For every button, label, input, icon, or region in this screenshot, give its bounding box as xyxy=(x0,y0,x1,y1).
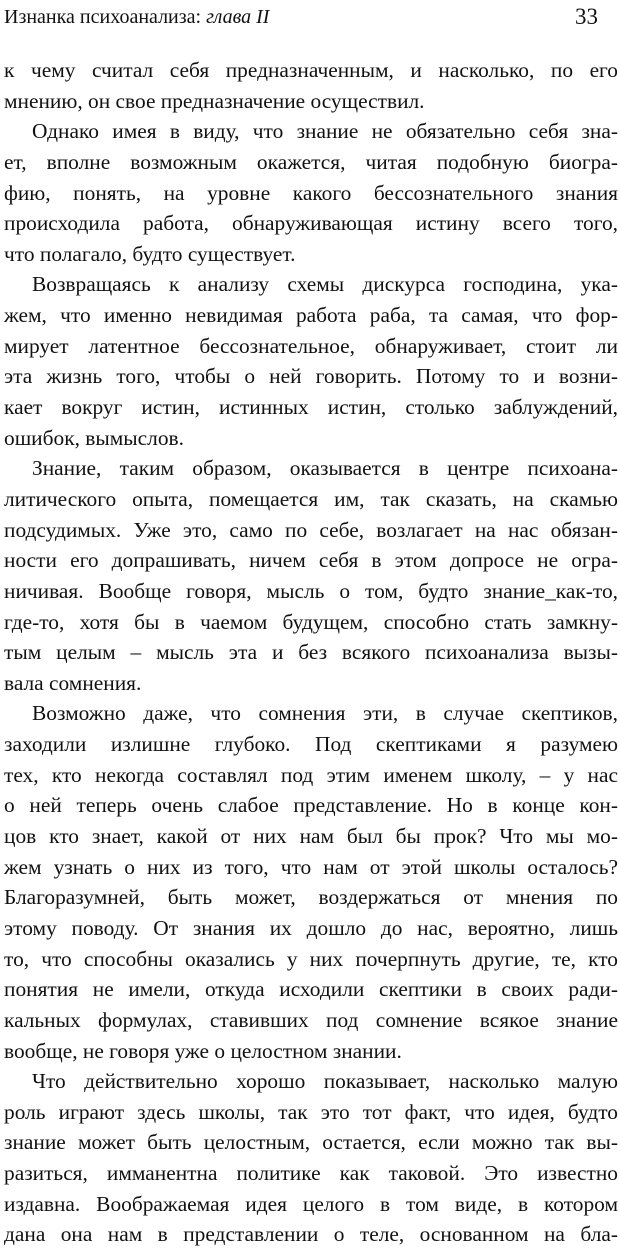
text-line: подсудимых. Уже это, само по себе, возлагает на нас обязан- xyxy=(4,517,618,542)
text-line: то, что способны оказались у них почерпнуть другие, те, кто xyxy=(4,946,618,971)
text-line: Возвращаясь к анализу схемы дискурса господина, ука- xyxy=(32,272,618,297)
text-line: ошибок, вымыслов. xyxy=(4,425,184,450)
paragraph xyxy=(4,116,618,269)
text-line: Однако имея в виду, что знание не обязательно себя зна- xyxy=(32,119,618,144)
text-line: ет, вполне возможным окажется, читая подобную биогра- xyxy=(4,149,618,174)
paragraph xyxy=(4,269,618,453)
text-line: вала сомнения. xyxy=(4,670,142,695)
chapter-book-title: Изнанка психоанализа: xyxy=(4,6,202,28)
text-line: цов кто знает, какой от них нам был бы прок? Что мы мо- xyxy=(4,824,618,849)
text-line: Знание, таким образом, оказывается в центре психоана- xyxy=(32,456,618,481)
text-line: жем, что именно невидимая работа раба, та самая, что фор- xyxy=(4,303,618,328)
paragraph xyxy=(4,453,618,698)
paragraph xyxy=(4,1066,618,1250)
text-line: к чему считал себя предназначенным, и насколько, по его xyxy=(4,58,618,82)
running-head-title xyxy=(4,0,269,34)
text-line: кает вокруг истин, истинных истин, столько заблуждений, xyxy=(4,395,618,420)
text-line: о ней теперь очень слабое представление. Но в конце кон- xyxy=(4,793,618,818)
text-line: вообще, не говоря уже о целостном знании. xyxy=(4,1038,402,1063)
text-line: ничивая. Вообще говоря, мысль о том, будто знание_как-то, xyxy=(4,578,618,603)
text-line: роль играют здесь школы, так это тот факт, что идея, будто xyxy=(4,1099,618,1124)
text-line: ности его допрашивать, ничем себя в этом допросе не огра- xyxy=(4,548,618,573)
text-line: дана она нам в представлении о теле, основанном на бла- xyxy=(4,1222,618,1247)
text-line: тым целым – мысль эта и без всякого психоанализа вызы- xyxy=(4,640,618,665)
chapter-label: глава II xyxy=(206,6,270,28)
text-line: Возможно даже, что сомнения эти, в случае скептиков, xyxy=(32,701,618,726)
text-line: литического опыта, помещается им, так сказать, на скамью xyxy=(4,486,618,511)
text-line: жем узнать о них из того, что нам от этой школы осталось? xyxy=(4,854,618,879)
text-line: разиться, имманентна политике как таковой. Это известно xyxy=(4,1161,618,1186)
text-line: Что действительно хорошо показывает, насколько малую xyxy=(32,1069,618,1094)
text-line: Благоразумней, быть может, воздержаться от мнения по xyxy=(4,885,618,910)
text-line: этому поводу. От знания их дошло до нас, вероятно, лишь xyxy=(4,915,618,940)
text-line: кальных формулах, ставивших под сомнение всякое знание xyxy=(4,1007,618,1032)
text-line: мнению, он свое предназначение осуществил. xyxy=(4,88,425,113)
text-line: фию, понять, на уровне какого бессознательного знания xyxy=(4,180,618,205)
text-line: мирует латентное бессознательное, обнаруживает, стоит ли xyxy=(4,333,618,358)
text-line: знание может быть целостным, остается, если можно так вы- xyxy=(4,1130,618,1155)
text-line: издавна. Воображаемая идея целого в том виде, в котором xyxy=(4,1191,618,1216)
text-line: где-то, хотя бы в чаемом будущем, способно стать замкну- xyxy=(4,609,618,634)
page-number: 33 xyxy=(575,4,598,29)
text-line: понятия не имели, откуда исходили скептики в своих ради- xyxy=(4,977,618,1002)
text-line: эта жизнь того, чтобы о ней говорить. Потому то и возни- xyxy=(4,364,618,389)
text-line: происходила работа, обнаруживающая истину всего того, xyxy=(4,211,618,236)
text-line: тех, кто некогда составлял под этим именем школу, – у нас xyxy=(4,762,618,787)
paragraph xyxy=(4,55,618,116)
text-line: что полагало, будто существует. xyxy=(4,241,296,266)
paragraph xyxy=(4,698,618,1066)
running-header xyxy=(4,0,598,34)
text-line: заходили излишне глубоко. Под скептиками я разумею xyxy=(4,732,618,757)
body-text xyxy=(4,55,618,1250)
